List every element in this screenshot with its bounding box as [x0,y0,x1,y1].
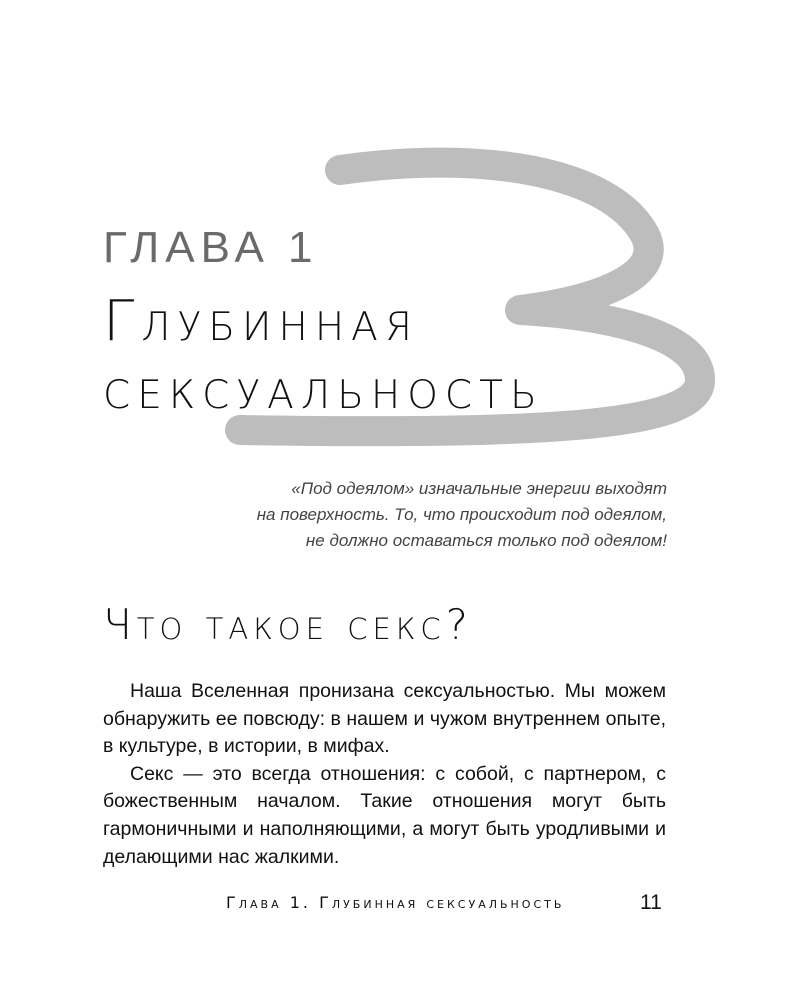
epigraph-line-2: на поверхность. То, что происходит под одеялом, [256,505,667,524]
chapter-title [103,288,544,424]
epigraph [187,476,667,554]
epigraph-line-1: «Под одеялом» изначальные энергии выходят [291,479,667,498]
body-text [103,678,666,871]
running-footer: Глава 1. Глубинная сексуальность [226,893,565,912]
section-heading: Что такое секс? [103,600,473,649]
chapter-title-line-2: сексуальность [103,357,544,422]
body-paragraph-1: Наша Вселенная пронизана сексуальностью. Мы можем обнаружить ее повсюду: в нашем и чужом внутреннем опыте, в культуре, в истории, в мифах. [103,680,666,758]
epigraph-line-3: не должно оставаться только под одеялом! [305,531,667,550]
chapter-label: ГЛАВА 1 [103,223,319,272]
page-number: 11 [640,891,662,914]
body-paragraph-2: Секс — это всегда отношения: с собой, с партнером, с божественным началом. Такие отношения могут быть гармоничными и наполняющими, а могут быть уродливыми и делающими нас жалкими. [103,762,666,868]
chapter-title-line-1: Глубинная [103,289,419,354]
